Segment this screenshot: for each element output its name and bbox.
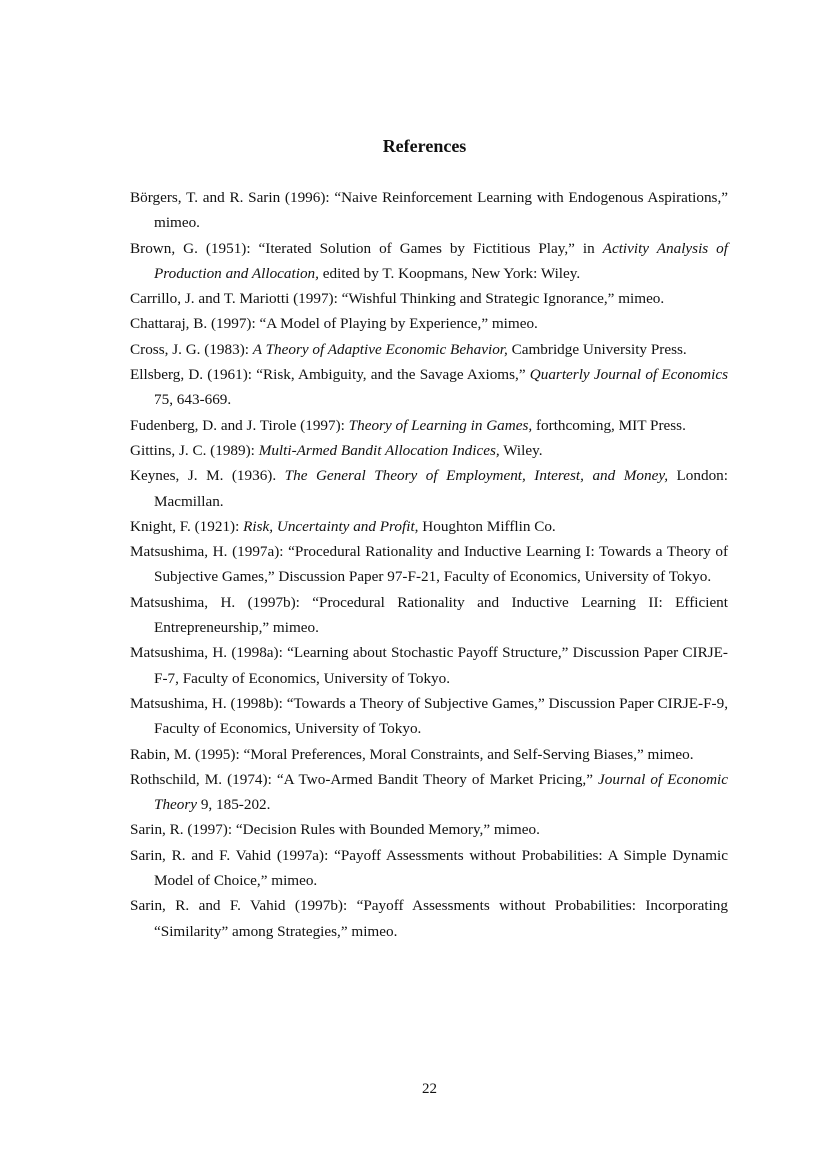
reference-text: Rabin, M. (1995): “Moral Preferences, Moral Constraints, and Self-Serving Biases,” mimeo. xyxy=(130,745,694,763)
reference-entry xyxy=(130,514,728,539)
reference-list xyxy=(130,185,728,944)
page-number: 22 xyxy=(422,1081,437,1097)
reference-text: Ellsberg, D. (1961): “Risk, Ambiguity, and the Savage Axioms,” xyxy=(130,366,530,384)
reference-italic: A Theory of Adaptive Economic Behavior, xyxy=(252,340,508,358)
reference-entry xyxy=(130,691,728,742)
reference-tail: 75, 643-669. xyxy=(154,391,232,409)
reference-entry xyxy=(130,337,728,362)
reference-italic: Theory of Learning in Games, xyxy=(348,416,533,434)
reference-entry xyxy=(130,236,728,287)
reference-entry xyxy=(130,590,728,641)
reference-entry xyxy=(130,640,728,691)
reference-text: Cross, J. G. (1983): xyxy=(130,340,253,358)
reference-tail: edited by T. Koopmans, New York: Wiley. xyxy=(318,264,581,282)
reference-text: Carrillo, J. and T. Mariotti (1997): “Wishful Thinking and Strategic Ignorance,” mimeo. xyxy=(130,290,665,308)
reference-tail: Wiley. xyxy=(499,441,543,459)
reference-text: Börgers, T. and R. Sarin (1996): “Naive Reinforcement Learning with Endogenous Aspirations,” mimeo. xyxy=(130,189,728,232)
reference-text: Fudenberg, D. and J. Tirole (1997): xyxy=(130,416,349,434)
reference-text: Sarin, R. and F. Vahid (1997b): “Payoff Assessments without Probabilities: Incorporating “Similarity” among Strategies,” mimeo. xyxy=(130,897,728,940)
reference-entry xyxy=(130,438,728,463)
reference-italic: Journal of Economic Theory xyxy=(154,770,728,814)
reference-tail: Cambridge University Press. xyxy=(507,340,687,358)
reference-italic: The General Theory of Employment, Interest, and Money, xyxy=(284,467,669,485)
reference-entry xyxy=(130,185,728,236)
reference-entry xyxy=(130,893,728,944)
reference-tail: forthcoming, MIT Press. xyxy=(532,416,686,434)
reference-entry xyxy=(130,286,728,311)
reference-entry xyxy=(130,362,728,413)
reference-italic: Multi-Armed Bandit Allocation Indices, xyxy=(258,441,500,459)
reference-entry xyxy=(130,413,728,438)
reference-text: Sarin, R. (1997): “Decision Rules with Bounded Memory,” mimeo. xyxy=(130,821,540,839)
reference-italic: Quarterly Journal of Economics xyxy=(529,366,728,384)
reference-tail: Houghton Mifflin Co. xyxy=(418,517,556,535)
reference-entry xyxy=(130,767,728,818)
reference-entry xyxy=(130,843,728,894)
reference-text: Matsushima, H. (1997a): “Procedural Rationality and Inductive Learning I: Towards a Theory of Subjective Games,” Discussion Paper 97-F-21, Faculty of Economics, University of Tokyo. xyxy=(130,543,728,586)
page-title: References xyxy=(382,136,467,156)
reference-entry xyxy=(130,817,728,842)
reference-text: Sarin, R. and F. Vahid (1997a): “Payoff Assessments without Probabilities: A Simple Dynamic Model of Choice,” mimeo. xyxy=(130,846,728,890)
reference-text: Matsushima, H. (1998b): “Towards a Theory of Subjective Games,” Discussion Paper CIRJE-F-9, Faculty of Economics, University of Tokyo. xyxy=(130,694,728,738)
reference-text: Rothschild, M. (1974): “A Two-Armed Bandit Theory of Market Pricing,” xyxy=(130,770,599,788)
reference-tail: London: Macmillan. xyxy=(154,467,728,510)
reference-text: Matsushima, H. (1997b): “Procedural Rationality and Inductive Learning II: Efficient Entrepreneurship,” mimeo. xyxy=(130,593,728,637)
reference-italic: Activity Analysis of Production and Allocation, xyxy=(154,239,728,282)
reference-entry xyxy=(130,539,728,590)
reference-entry xyxy=(130,311,728,336)
reference-text: Chattaraj, B. (1997): “A Model of Playing by Experience,” mimeo. xyxy=(130,315,538,333)
reference-text: Keynes, J. M. (1936). xyxy=(130,467,285,485)
reference-entry xyxy=(130,463,728,514)
reference-italic: Risk, Uncertainty and Profit, xyxy=(243,517,419,535)
reference-text: Brown, G. (1951): “Iterated Solution of Games by Fictitious Play,” in xyxy=(130,239,603,257)
reference-entry xyxy=(130,742,728,767)
reference-text: Matsushima, H. (1998a): “Learning about Stochastic Payoff Structure,” Discussion Paper CIRJE-F-7, Faculty of Economics, University of Tokyo. xyxy=(130,644,728,687)
reference-tail: 9, 185-202. xyxy=(197,796,271,814)
reference-text: Gittins, J. C. (1989): xyxy=(130,441,259,459)
reference-text: Knight, F. (1921): xyxy=(130,517,244,535)
